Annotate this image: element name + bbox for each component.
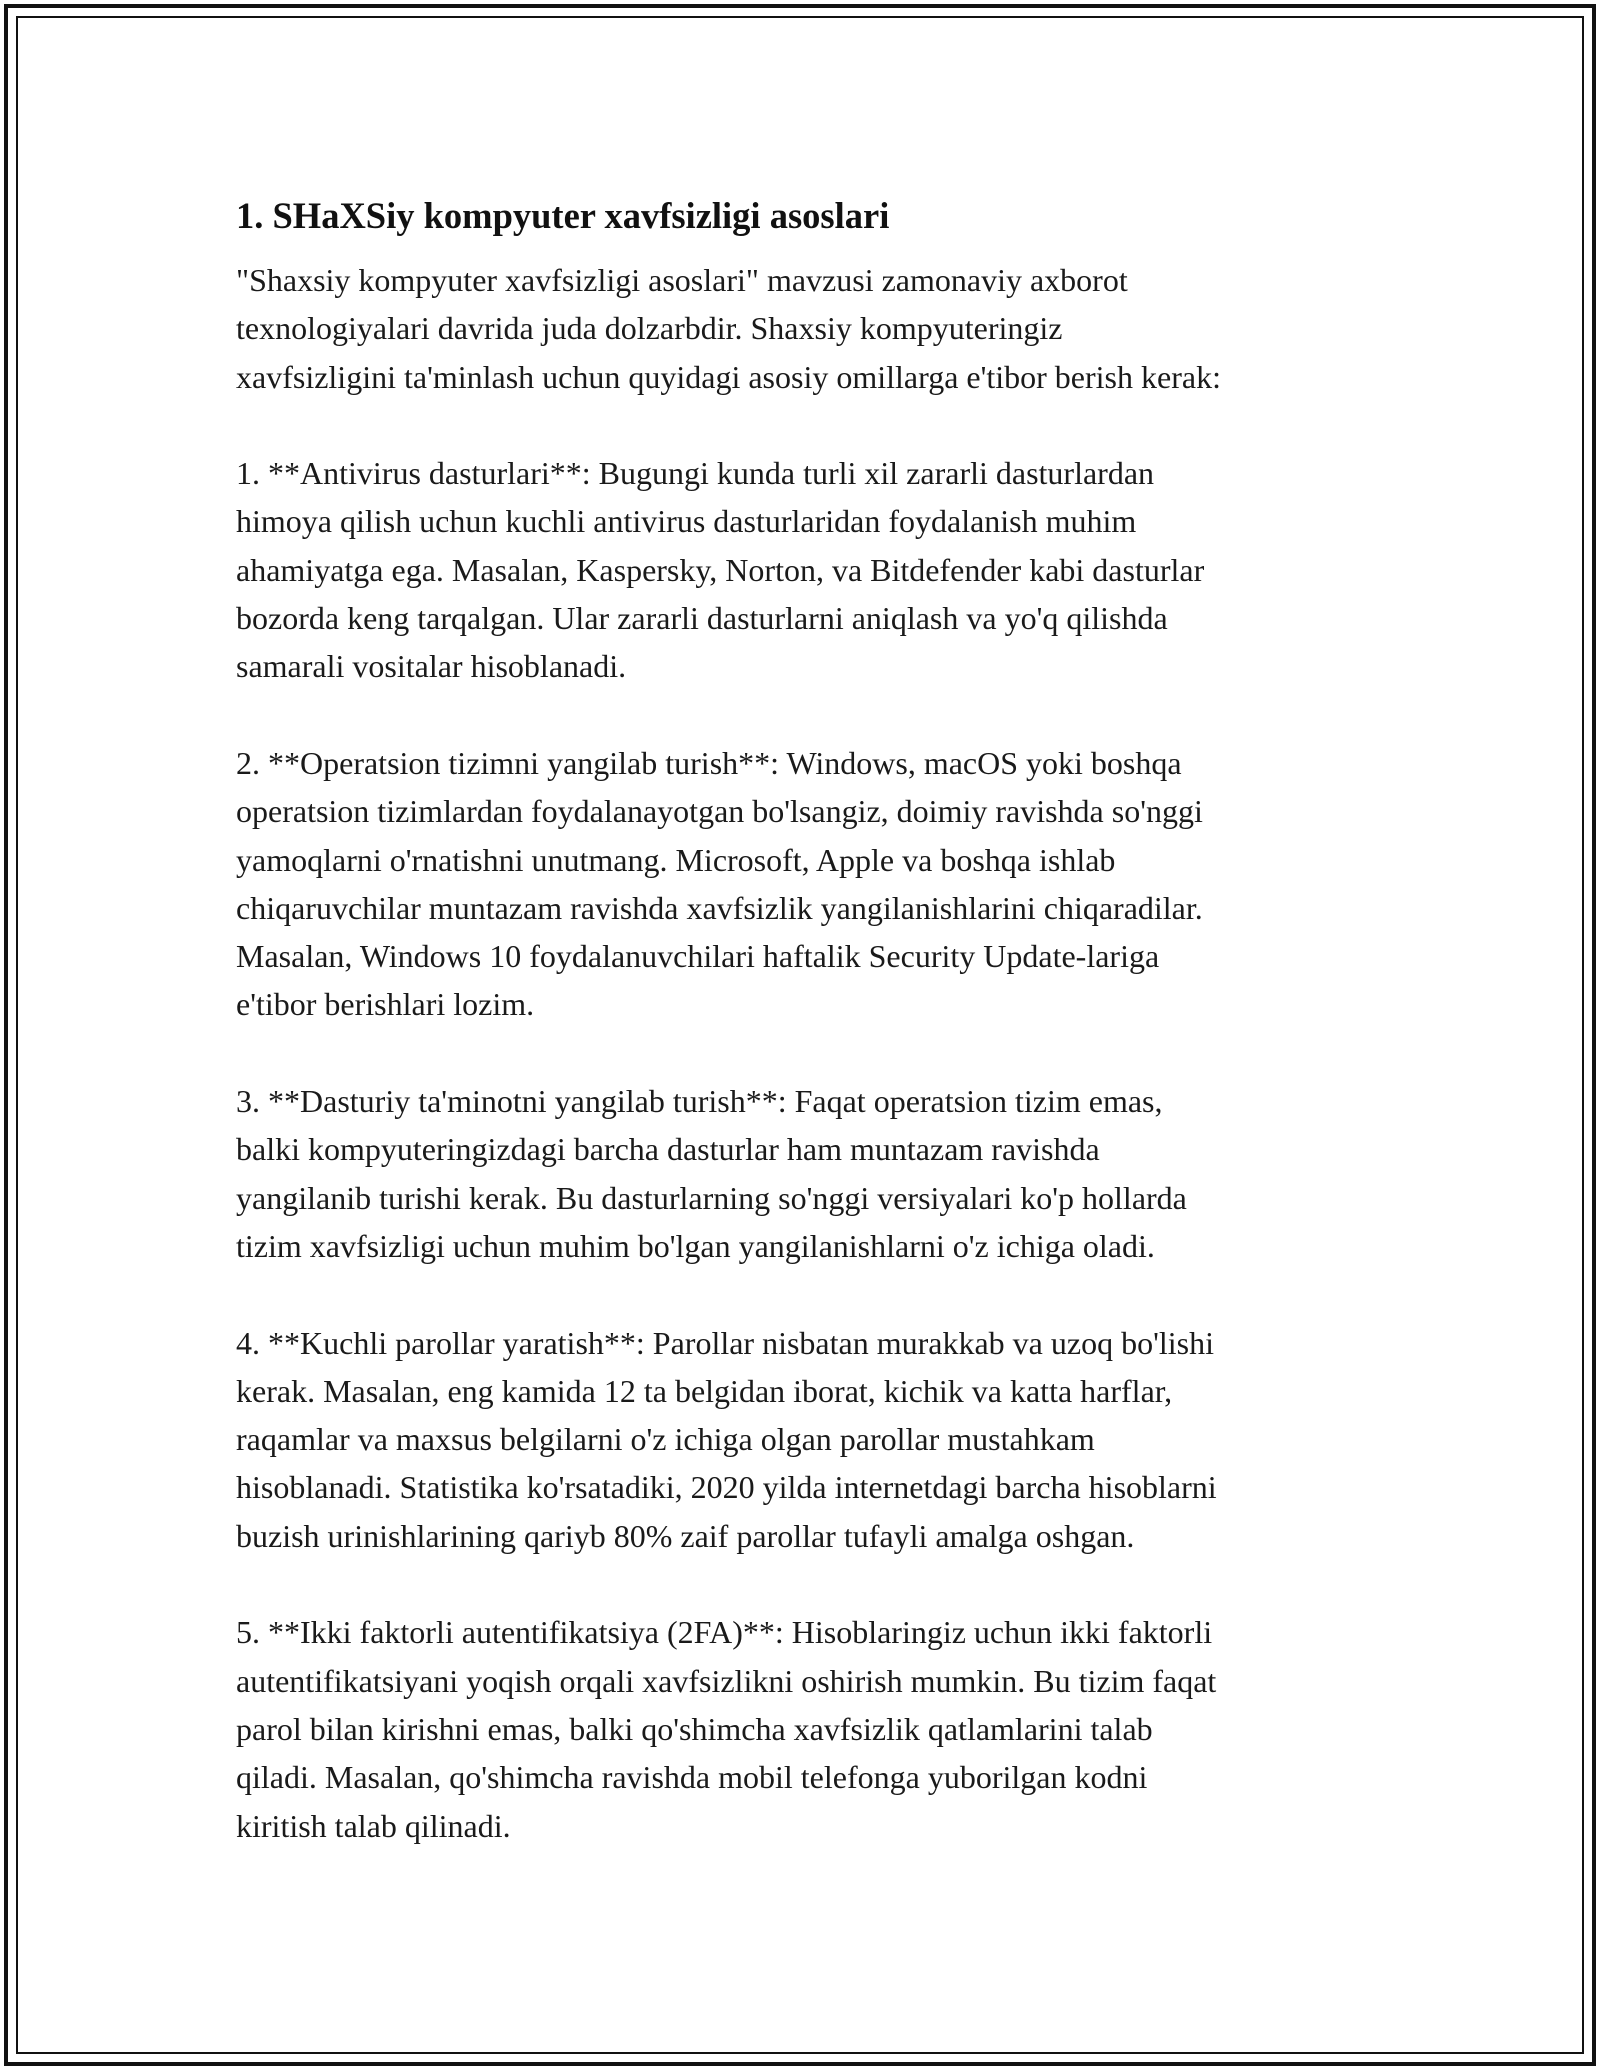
text-line: bozorda keng tarqalgan. Ular zararli dasturlarni aniqlash va yo'q qilishda [236,600,1168,637]
text-line: balki kompyuteringizdagi barcha dasturlar ham muntazam ravishda [236,1131,1100,1168]
text-line: tizim xavfsizligi uchun muhim bo'lgan yangilanishlarni o'z ichiga oladi. [236,1227,1155,1264]
text-line: 1. **Antivirus dasturlari**: Bugungi kunda turli xil zararli dasturlardan [236,455,1155,492]
list-item-2fa [236,1608,1376,1849]
intro-paragraph [236,256,1376,401]
section-heading: 1. SHaXSiy kompyuter xavfsizligi asoslari [236,195,890,236]
list-item-antivirus [236,449,1376,690]
text-line: 3. **Dasturiy ta'minotni yangilab turish**: Faqat operatsion tizim emas, [236,1083,1163,1120]
text-line: ahamiyatga ega. Masalan, Kaspersky, Norton, va Bitdefender kabi dasturlar [236,551,1205,588]
text-line: kiritish talab qilinadi. [236,1807,511,1844]
text-line: raqamlar va maxsus belgilarni o'z ichiga olgan parollar mustahkam [236,1421,1095,1458]
text-line: 4. **Kuchli parollar yaratish**: Parollar nisbatan murakkab va uzoq bo'lishi [236,1324,1214,1361]
text-line: qiladi. Masalan, qo'shimcha ravishda mobil telefonga yuborilgan kodni [236,1759,1148,1796]
list-item-os-updates [236,739,1376,1029]
text-line: autentifikatsiyani yoqish orqali xavfsizlikni oshirish mumkin. Bu tizim faqat [236,1662,1217,1699]
text-line: yangilanib turishi kerak. Bu dasturlarning so'nggi versiyalari ko'p hollarda [236,1179,1187,1216]
text-line: Masalan, Windows 10 foydalanuvchilari haftalik Security Update-lariga [236,938,1160,975]
list-item-software-updates [236,1077,1376,1270]
text-line: 2. **Operatsion tizimni yangilab turish**: Windows, macOS yoki boshqa [236,744,1182,781]
text-line: texnologiyalari davrida juda dolzarbdir. Shaxsiy kompyuteringiz [236,310,1063,347]
text-line: kerak. Masalan, eng kamida 12 ta belgidan iborat, kichik va katta harflar, [236,1372,1173,1409]
text-line: chiqaruvchilar muntazam ravishda xavfsizlik yangilanishlarini chiqaradilar. [236,889,1203,926]
text-line: parol bilan kirishni emas, balki qo'shimcha xavfsizlik qatlamlarini talab [236,1710,1153,1747]
text-line: operatsion tizimlardan foydalanayotgan bo'lsangiz, doimiy ravishda so'nggi [236,793,1203,830]
text-line: e'tibor berishlari lozim. [236,986,535,1023]
text-line: yamoqlarni o'rnatishni unutmang. Microsoft, Apple va boshqa ishlab [236,841,1116,878]
text-line: buzish urinishlarining qariyb 80% zaif parollar tufayli amalga oshgan. [236,1517,1135,1554]
text-line: 5. **Ikki faktorli autentifikatsiya (2FA)**: Hisoblaringiz uchun ikki faktorli [236,1614,1213,1651]
document-body [236,188,1376,1898]
list-item-strong-passwords [236,1319,1376,1560]
text-line: xavfsizligini ta'minlash uchun quyidagi asosiy omillarga e'tibor berish kerak: [236,358,1221,395]
text-line: hisoblanadi. Statistika ko'rsatadiki, 2020 yilda internetdagi barcha hisoblarni [236,1469,1217,1506]
text-line: samarali vositalar hisoblanadi. [236,648,627,685]
text-line: himoya qilish uchun kuchli antivirus dasturlaridan foydalanish muhim [236,503,1137,540]
text-line: "Shaxsiy kompyuter xavfsizligi asoslari" mavzusi zamonaviy axborot [236,262,1128,298]
